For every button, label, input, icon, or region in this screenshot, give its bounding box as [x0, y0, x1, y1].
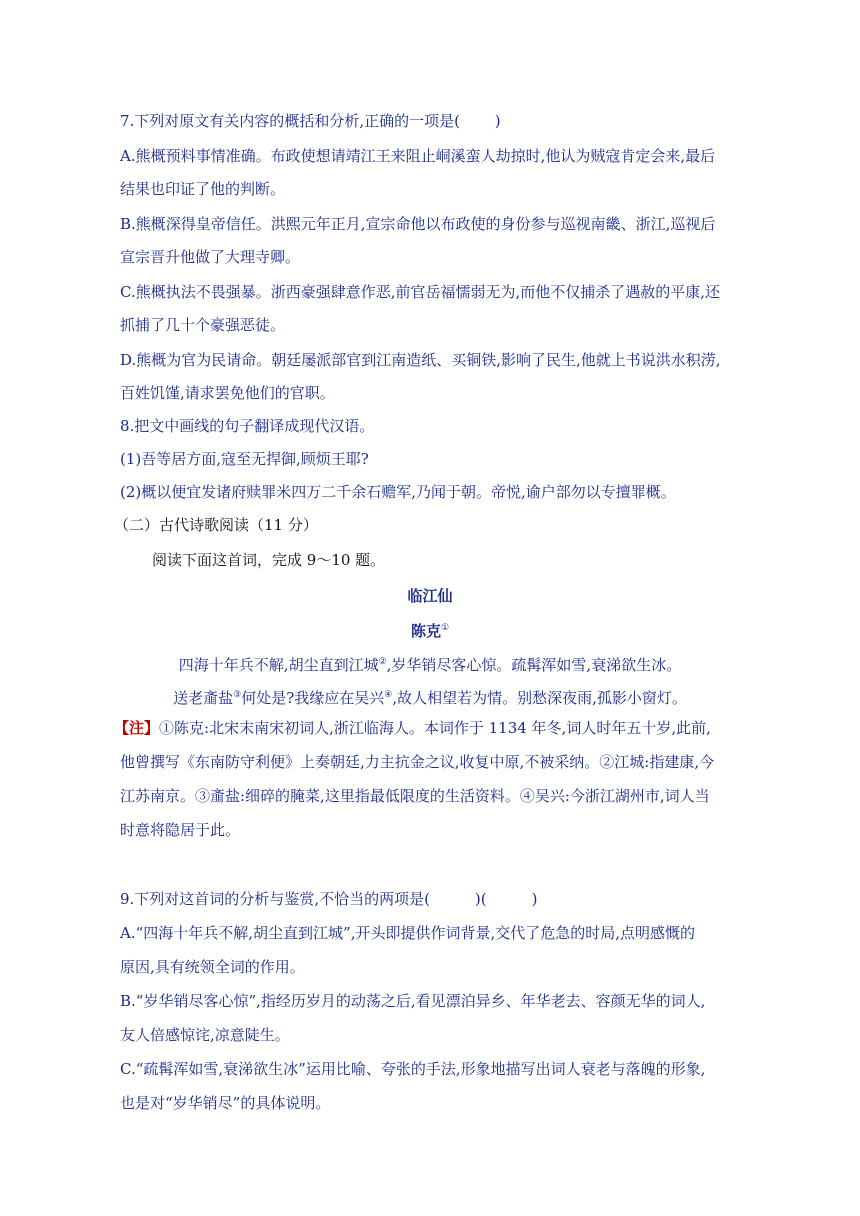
- section-instruction: 阅读下面这首词，完成 9～10 题。: [152, 551, 386, 569]
- q9-option-b-line1: B.“岁华销尽客心惊”,指经历岁月的动荡之后,看见漂泊异乡、年华老去、容颜无华的词人,: [120, 992, 706, 1010]
- q7-option-d-line2: 百姓饥馑,请求罢免他们的官职。: [120, 384, 335, 402]
- note-tag: 【注】: [114, 719, 160, 737]
- poem-title: 临江仙: [407, 587, 453, 605]
- q9-option-c-line1: C.“疏髯浑如雪,衰涕欲生冰”运用比喻、夸张的手法,形象地描写出词人衰老与落魄的形象,: [120, 1060, 706, 1078]
- note-line-3: 江苏南京。③齑盐:细碎的腌菜,这里指最低限度的生活资料。④吴兴:今浙江湖州市,词人当: [120, 787, 710, 805]
- q9-option-c-line2: 也是对“岁华销尽”的具体说明。: [120, 1094, 331, 1112]
- footnote-mark-3: ③: [233, 690, 242, 700]
- q7-option-c-line1: C.熊概执法不畏强暴。浙西豪强肆意作恶,前官岳福懦弱无为,而他不仅捕杀了遇赦的平康,还: [120, 283, 721, 301]
- q7-option-d-line1: D.熊概为官为民请命。朝廷屡派部官到江南造纸、买铜铁,影响了民生,他就上书说洪水积涝,: [120, 351, 721, 369]
- poem-line-2: 送老齑盐③何处是?我缘应在吴兴④,故人相望若为情。别愁深夜雨,孤影小窗灯。: [173, 689, 687, 707]
- q9-option-a-line1: A.“四海十年兵不解,胡尘直到江城”,开头即提供作词背景,交代了危急的时局,点明感慨的: [120, 924, 696, 942]
- poem-line-1: 四海十年兵不解,胡尘直到江城②,岁华销尽客心惊。疏髯浑如雪,衰涕欲生冰。: [178, 656, 682, 674]
- q7-option-c-line2: 抓捕了几十个豪强恶徒。: [120, 316, 286, 334]
- note-line-1: 【注】①陈克:北宋末南宋初词人,浙江临海人。本词作于 1134 年冬,词人时年五十岁,此前,: [114, 719, 711, 737]
- question-8-stem: 8.把文中画线的句子翻译成现代汉语。: [120, 417, 375, 435]
- q9-option-b-line2: 友人倍感惊诧,凉意陡生。: [120, 1026, 290, 1044]
- footnote-mark-4: ④: [384, 690, 393, 700]
- question-9-stem: 9.下列对这首词的分析与鉴赏,不恰当的两项是( )( ): [120, 890, 538, 908]
- q7-option-a-line1: A.熊概预料事情准确。布政使想请靖江王来阻止峒溪蛮人劫掠时,他认为贼寇肯定会来,最后: [120, 147, 716, 165]
- q7-option-b-line1: B.熊概深得皇帝信任。洪熙元年正月,宣宗命他以布政使的身份参与巡视南畿、浙江,巡视后: [120, 215, 716, 233]
- poem-author: 陈克①: [410, 622, 450, 640]
- q8-sentence-1: (1)吾等居方面,寇至无捍御,顾烦王耶?: [120, 450, 369, 468]
- question-7-stem: 7.下列对原文有关内容的概括和分析,正确的一项是( ): [120, 112, 501, 130]
- footnote-mark-2: ②: [378, 657, 387, 667]
- author-footnote-mark: ①: [440, 623, 450, 633]
- q8-sentence-2: (2)概以便宜发诸府赎罪米四万二千余石赡军,乃闻于朝。帝悦,谕户部勿以专擅罪概。: [120, 483, 676, 501]
- q7-option-a-line2: 结果也印证了他的判断。: [120, 180, 286, 198]
- note-line-4: 时意将隐居于此。: [120, 821, 241, 839]
- q9-option-a-line2: 原因,具有统领全词的作用。: [120, 958, 305, 976]
- note-line-2: 他曾撰写《东南防守利便》上奏朝廷,力主抗金之议,收复中原,不被采纳。②江城:指建康,今: [120, 753, 715, 771]
- q7-option-b-line2: 宣宗晋升他做了大理寺卿。: [120, 248, 301, 266]
- section-heading: （二）古代诗歌阅读（11 分）: [114, 516, 318, 534]
